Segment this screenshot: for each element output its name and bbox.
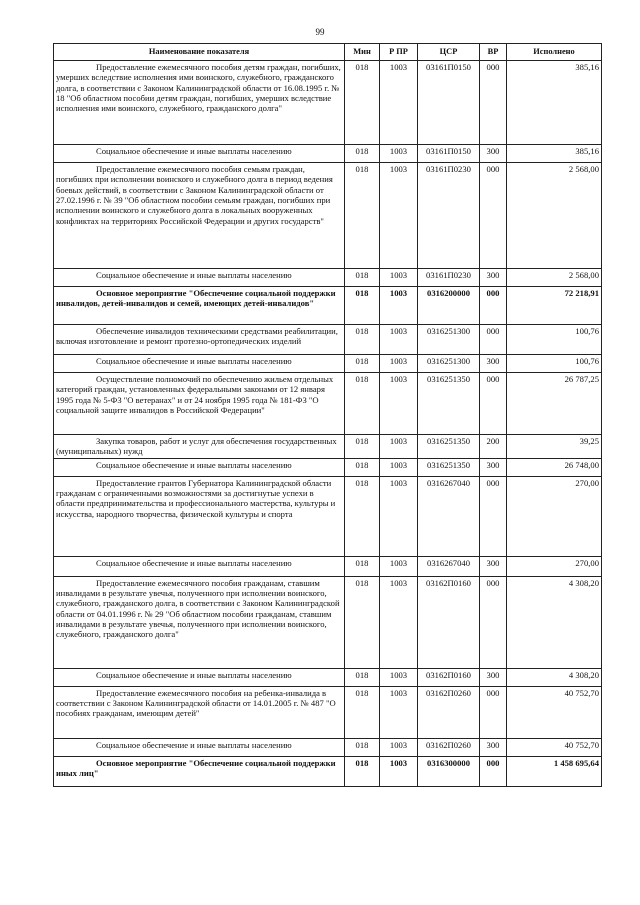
row-min: 018 [345,576,380,668]
row-name-text: Закупка товаров, работ и услуг для обеспечения государственных (муниципальных) нужд [56,436,337,457]
row-vr: 300 [480,738,507,756]
row-csr: 03161П0230 [418,269,480,287]
row-vr: 300 [480,145,507,163]
row-rpr: 1003 [380,325,418,355]
row-executed: 385,16 [507,61,602,145]
table-row [54,458,602,476]
row-min: 018 [345,145,380,163]
row-csr: 0316267040 [418,556,480,576]
row-vr: 000 [480,163,507,269]
table-row [54,287,602,325]
row-min: 018 [345,476,380,556]
table-row [54,756,602,786]
row-csr: 0316251300 [418,355,480,373]
row-name: Социальное обеспечение и иные выплаты населению [54,145,345,163]
row-executed: 270,00 [507,476,602,556]
row-name [54,686,345,738]
row-name [54,287,345,325]
row-rpr: 1003 [380,458,418,476]
row-name-text: Осуществление полномочий по обеспечению жильем отдельных категорий граждан, установленных федеральными законами от 12 января 1995 года № 5-ФЗ "О ветеранах" и от 24 ноября 1995 года № 181-ФЗ "О социальной защите инвалидов в Российской Федерации" [56,374,334,415]
row-rpr: 1003 [380,373,418,435]
row-name-text: Основное мероприятие "Обеспечение социальной поддержки иных лиц" [56,757,336,778]
row-vr: 000 [480,325,507,355]
row-name [54,756,345,786]
row-executed: 2 568,00 [507,269,602,287]
row-name: Социальное обеспечение и иные выплаты населению [54,556,345,576]
row-executed: 26 787,25 [507,373,602,435]
row-name [54,373,345,435]
header-name: Наименование показателя [54,44,345,61]
row-csr: 0316200000 [418,287,480,325]
row-csr: 03161П0150 [418,145,480,163]
row-name: Социальное обеспечение и иные выплаты населению [54,668,345,686]
row-executed: 4 308,20 [507,576,602,668]
row-name: Социальное обеспечение и иные выплаты населению [54,458,345,476]
row-vr: 300 [480,355,507,373]
row-name: Социальное обеспечение и иные выплаты населению [54,738,345,756]
row-csr: 03161П0230 [418,163,480,269]
row-name [54,163,345,269]
row-csr: 0316251300 [418,325,480,355]
row-csr: 0316251350 [418,435,480,459]
row-csr: 0316300000 [418,756,480,786]
row-rpr: 1003 [380,756,418,786]
row-vr: 000 [480,576,507,668]
table-row [54,576,602,668]
row-min: 018 [345,458,380,476]
row-executed: 72 218,91 [507,287,602,325]
row-executed: 1 458 695,64 [507,756,602,786]
table-row [54,61,602,145]
table-row [54,476,602,556]
table-row [54,373,602,435]
table-row [54,145,602,163]
row-name-text: Предоставление грантов Губернатора Калининградской области гражданам с ограниченными возможностями за достигнутые успехи в области предпринимательства и профессионального мастерства, культуры и искусства, народного творчества, физической культуры и спорта [56,477,336,519]
row-min: 018 [345,325,380,355]
row-min: 018 [345,556,380,576]
row-rpr: 1003 [380,287,418,325]
table-row [54,355,602,373]
row-min: 018 [345,756,380,786]
row-rpr: 1003 [380,686,418,738]
row-vr: 300 [480,269,507,287]
row-vr: 000 [480,373,507,435]
row-rpr: 1003 [380,556,418,576]
row-name-text: Предоставление ежемесячного пособия гражданам, ставшим инвалидами в результате увечья, полученного при исполнении воинского, служебного, гражданского долга, в соответствии с Законом Калининградской области от 04.01.1996 г. № 29 "Об областном пособии гражданам, ставшим инвалидами в результате увечья, полученного при исполнении воинского, служебного, гражданского долга" [56,577,340,640]
row-name-text: Предоставление ежемесячного пособия детям граждан, погибших, умерших вследствие исполнения ими воинского, служебного, гражданского долга, в соответствии с Законом Калининградской области от 16.08.1995 г. № 18 "Об областном пособии детям граждан, погибших, умерших вследствие исполнения ими воинского, служебного, гражданского долга" [56,62,341,114]
header-min: Мин [345,44,380,61]
row-vr: 000 [480,476,507,556]
row-csr: 0316251350 [418,373,480,435]
budget-table [53,43,602,787]
row-min: 018 [345,435,380,459]
row-executed: 2 568,00 [507,163,602,269]
row-min: 018 [345,355,380,373]
row-csr: 03162П0260 [418,686,480,738]
row-rpr: 1003 [380,668,418,686]
row-vr: 300 [480,668,507,686]
row-vr: 000 [480,287,507,325]
row-min: 018 [345,163,380,269]
row-vr: 000 [480,61,507,145]
row-name [54,325,345,355]
row-name-text: Предоставление ежемесячного пособия на ребенка-инвалида в соответствии с Законом Калининградской области от 14.01.2005 г. № 487 "О пособиях гражданам, имеющим детей" [56,687,336,719]
row-min: 018 [345,686,380,738]
header-rpr: Р ПР [380,44,418,61]
row-csr: 03162П0160 [418,668,480,686]
row-rpr: 1003 [380,738,418,756]
row-name [54,576,345,668]
row-name: Социальное обеспечение и иные выплаты населению [54,355,345,373]
table-row [54,163,602,269]
header-vr: ВР [480,44,507,61]
table-row [54,556,602,576]
row-csr: 03162П0160 [418,576,480,668]
table-row [54,686,602,738]
row-csr: 0316267040 [418,476,480,556]
row-rpr: 1003 [380,269,418,287]
row-executed: 26 748,00 [507,458,602,476]
row-name-text: Предоставление ежемесячного пособия семьям граждан, погибших при исполнении воинского и служебного долга в период ведения боевых действий, в соответствии с Законом Калининградской области от 27.02.1996 г. № 39 "Об областном пособии семьям граждан, погибших при исполнении воинского и служебного долга в локальных вооруженных конфликтах на территориях Российской Федерации и других государств" [56,164,333,226]
row-rpr: 1003 [380,163,418,269]
row-vr: 200 [480,435,507,459]
table-row [54,269,602,287]
row-rpr: 1003 [380,576,418,668]
row-executed: 40 752,70 [507,686,602,738]
table-row [54,738,602,756]
row-executed: 4 308,20 [507,668,602,686]
page-number: 99 [315,27,325,37]
row-min: 018 [345,373,380,435]
row-min: 018 [345,287,380,325]
header-executed: Исполнено [507,44,602,61]
table-row [54,435,602,459]
row-name [54,61,345,145]
row-name-text: Основное мероприятие "Обеспечение социальной поддержки инвалидов, детей-инвалидов и семей, имеющих детей-инвалидов" [56,288,336,309]
row-name-text: Обеспечение инвалидов техническими средствами реабилитации, включая изготовление и ремонт протезно-ортопедических изделий [56,326,338,347]
header-row [54,44,602,61]
row-csr: 03161П0150 [418,61,480,145]
row-min: 018 [345,668,380,686]
row-vr: 000 [480,756,507,786]
row-name [54,435,345,459]
row-executed: 385,16 [507,145,602,163]
table-row [54,668,602,686]
row-csr: 0316251350 [418,458,480,476]
row-name: Социальное обеспечение и иные выплаты населению [54,269,345,287]
row-executed: 100,76 [507,325,602,355]
row-vr: 300 [480,556,507,576]
row-min: 018 [345,738,380,756]
row-min: 018 [345,269,380,287]
row-rpr: 1003 [380,355,418,373]
row-name [54,476,345,556]
header-csr: ЦСР [418,44,480,61]
row-executed: 100,76 [507,355,602,373]
table-row [54,325,602,355]
row-executed: 40 752,70 [507,738,602,756]
row-executed: 270,00 [507,556,602,576]
row-rpr: 1003 [380,61,418,145]
row-executed: 39,25 [507,435,602,459]
row-csr: 03162П0260 [418,738,480,756]
row-rpr: 1003 [380,145,418,163]
row-rpr: 1003 [380,435,418,459]
row-vr: 000 [480,686,507,738]
row-min: 018 [345,61,380,145]
row-vr: 300 [480,458,507,476]
row-rpr: 1003 [380,476,418,556]
